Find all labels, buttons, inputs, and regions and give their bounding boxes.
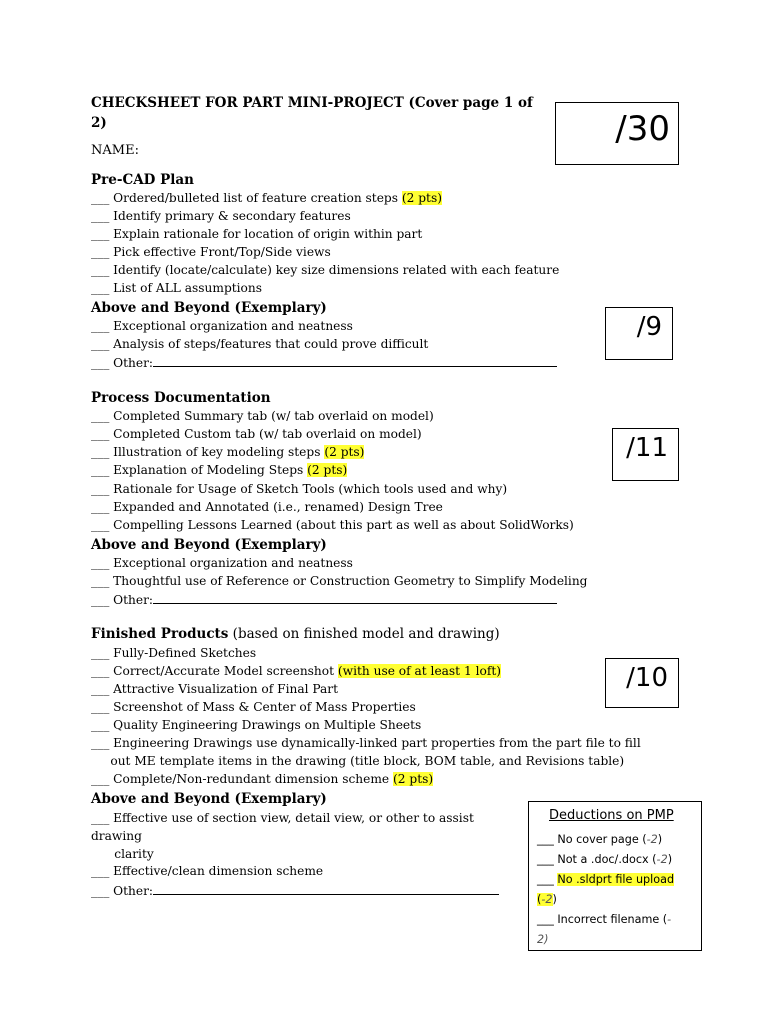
total-score-box: [555, 102, 679, 165]
beyond-item: ___ Effective use of section view, detail view, or other to assist: [91, 811, 474, 825]
total-score: /30: [615, 109, 670, 149]
checklist-item: ___ Completed Summary tab (w/ tab overlaid on model): [91, 409, 434, 423]
process-score: /11: [626, 433, 668, 463]
beyond-item: ___ Exceptional organization and neatness: [91, 319, 353, 333]
deduction-item: ___ No cover page (-2): [537, 833, 663, 846]
beyond-item: ___ Exceptional organization and neatness: [91, 556, 353, 570]
deductions-title: Deductions on PMP: [549, 808, 674, 823]
checklist-item: ___ List of ALL assumptions: [91, 281, 262, 295]
other-line: ___ Other:: [91, 355, 557, 370]
deduction-item: ___ Not a .doc/.docx (-2): [537, 853, 673, 866]
checklist-item: ___ Quality Engineering Drawings on Multiple Sheets: [91, 718, 422, 732]
checklist-item: ___ Explain rationale for location of origin within part: [91, 227, 423, 241]
precad-score: /9: [636, 312, 662, 342]
deduction-item: ___ No .sldprt file upload: [537, 873, 675, 886]
finished-score-box: [605, 658, 679, 708]
checklist-item: ___ Screenshot of Mass & Center of Mass Properties: [91, 700, 416, 714]
beyond-item: clarity: [91, 847, 154, 861]
deduction-item-cont: 2): [537, 933, 549, 946]
beyond-item: ___ Thoughtful use of Reference or Construction Geometry to Simplify Modeling: [91, 574, 588, 588]
deduction-item-cont: (-2): [537, 893, 557, 906]
checklist-item: out ME template items in the drawing (title block, BOM table, and Revisions table): [91, 754, 625, 768]
finished-heading: Finished Products (based on finished model and drawing): [91, 626, 500, 642]
deductions-box: [528, 801, 702, 951]
beyond-item: ___ Effective/clean dimension scheme: [91, 864, 324, 878]
checklist-item: ___ Explanation of Modeling Steps (2 pts): [91, 463, 348, 477]
checklist-item: ___ Correct/Accurate Model screenshot (with use of at least 1 loft): [91, 664, 501, 678]
checklist-item: ___ Identify (locate/calculate) key size dimensions related with each feature: [91, 263, 560, 277]
checklist-item: ___ Ordered/bulleted list of feature creation steps (2 pts): [91, 191, 442, 205]
beyond-item: drawing: [91, 829, 142, 843]
checklist-item: ___ Illustration of key modeling steps (2 pts): [91, 445, 365, 459]
other-blank: [153, 883, 499, 895]
other-blank: [153, 355, 557, 367]
checklist-item: ___ Expanded and Annotated (i.e., renamed) Design Tree: [91, 500, 443, 514]
process-heading: Process Documentation: [91, 390, 271, 406]
checklist-item: ___ Fully-Defined Sketches: [91, 646, 257, 660]
deduction-item: ___ Incorrect filename (-: [537, 913, 672, 926]
beyond-item: ___ Analysis of steps/features that could prove difficult: [91, 337, 429, 351]
checklist-item: ___ Engineering Drawings use dynamically-linked part properties from the part file to fill: [91, 736, 641, 750]
other-blank: [153, 592, 557, 604]
precad-score-box: [605, 307, 673, 360]
checklist-item: ___ Rationale for Usage of Sketch Tools (which tools used and why): [91, 482, 508, 496]
finished-score: /10: [626, 663, 668, 693]
name-label: NAME:: [91, 143, 139, 158]
precad-heading: Pre-CAD Plan: [91, 172, 194, 188]
finished-beyond-heading: Above and Beyond (Exemplary): [91, 791, 327, 807]
process-score-box: [612, 428, 679, 481]
other-line: ___ Other:: [91, 592, 557, 607]
checklist-item: ___ Attractive Visualization of Final Part: [91, 682, 339, 696]
checklist-item: ___ Compelling Lessons Learned (about this part as well as about SolidWorks): [91, 518, 574, 532]
process-beyond-heading: Above and Beyond (Exemplary): [91, 537, 327, 553]
checklist-item: ___ Completed Custom tab (w/ tab overlaid on model): [91, 427, 422, 441]
page-title: CHECKSHEET FOR PART MINI-PROJECT (Cover page 1 of 2): [91, 95, 533, 131]
other-line: ___ Other:: [91, 883, 499, 898]
checklist-item: ___ Complete/Non-redundant dimension scheme (2 pts): [91, 772, 434, 786]
precad-beyond-heading: Above and Beyond (Exemplary): [91, 300, 327, 316]
checklist-item: ___ Identify primary & secondary features: [91, 209, 351, 223]
checklist-item: ___ Pick effective Front/Top/Side views: [91, 245, 331, 259]
